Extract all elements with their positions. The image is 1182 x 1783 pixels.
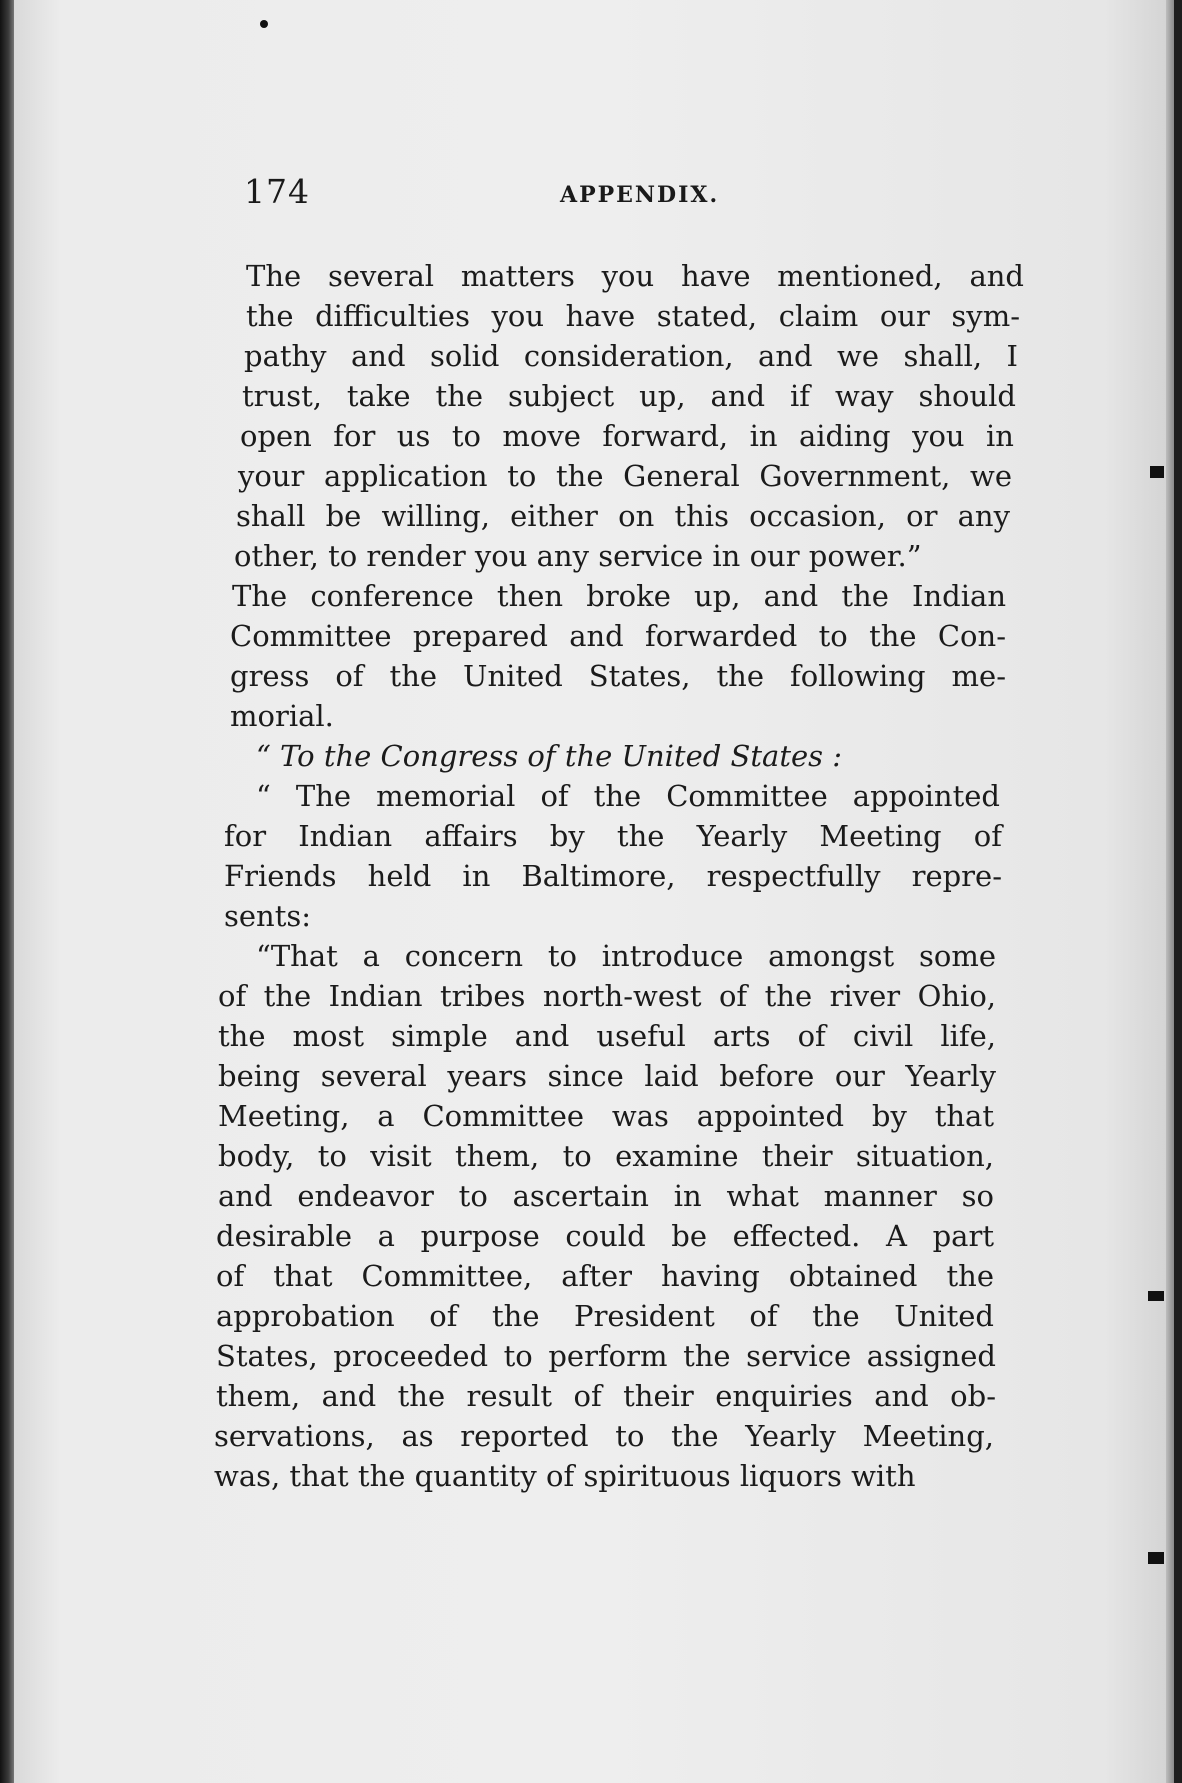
text-line: being several years since laid before our Yearly — [218, 1059, 996, 1093]
salutation-line: “ To the Congress of the United States : — [256, 739, 843, 773]
text-line: your application to the General Government, we — [238, 459, 1012, 493]
edge-mark — [1148, 1291, 1164, 1301]
book-page — [14, 0, 1174, 1783]
ink-speck — [260, 20, 268, 28]
text-line: open for us to move forward, in aiding you in — [240, 419, 1014, 453]
text-line: pathy and solid consideration, and we shall, I — [244, 339, 1018, 373]
text-line: Committee prepared and forwarded to the Con- — [230, 619, 1006, 653]
text-line: Friends held in Baltimore, respectfully repre- — [224, 859, 1002, 893]
text-line: desirable a purpose could be effected. A part — [216, 1219, 994, 1253]
edge-mark — [1148, 1552, 1164, 1564]
text-line: morial. — [230, 699, 334, 733]
text-line: approbation of the President of the United — [216, 1299, 994, 1333]
text-line: trust, take the subject up, and if way should — [242, 379, 1016, 413]
text-line: was, that the quantity of spirituous liquors with — [214, 1459, 916, 1493]
book-spine — [0, 0, 14, 1783]
page-edge — [1166, 0, 1174, 1783]
text-line: Meeting, a Committee was appointed by that — [218, 1099, 994, 1133]
text-line: them, and the result of their enquiries and ob- — [216, 1379, 996, 1413]
text-line: of that Committee, after having obtained the — [216, 1259, 994, 1293]
text-line: sents: — [224, 899, 312, 933]
text-line: for Indian affairs by the Yearly Meeting of — [224, 819, 1002, 853]
page-number: 174 — [244, 172, 310, 211]
text-line: States, proceeded to perform the service assigned — [216, 1339, 996, 1373]
text-line: and endeavor to ascertain in what manner so — [218, 1179, 994, 1213]
text-line: The several matters you have mentioned, and — [246, 259, 1024, 293]
text-line: “ The memorial of the Committee appointed — [256, 779, 1000, 813]
text-line: other, to render you any service in our power.” — [234, 539, 922, 573]
text-line: of the Indian tribes north-west of the river Ohio, — [218, 979, 996, 1013]
text-line: gress of the United States, the following me- — [230, 659, 1006, 693]
text-line: The conference then broke up, and the Indian — [232, 579, 1006, 613]
text-line: the most simple and useful arts of civil life, — [218, 1019, 996, 1053]
page-header — [244, 172, 744, 222]
body-text — [214, 256, 1024, 1496]
text-line: servations, as reported to the Yearly Meeting, — [214, 1419, 994, 1453]
running-head: APPENDIX. — [560, 182, 720, 208]
text-line: body, to visit them, to examine their situation, — [218, 1139, 994, 1173]
edge-mark — [1150, 466, 1164, 478]
text-line: “That a concern to introduce amongst some — [256, 939, 996, 973]
text-line: shall be willing, either on this occasion, or any — [236, 499, 1010, 533]
text-line: the difficulties you have stated, claim our sym- — [246, 299, 1020, 333]
